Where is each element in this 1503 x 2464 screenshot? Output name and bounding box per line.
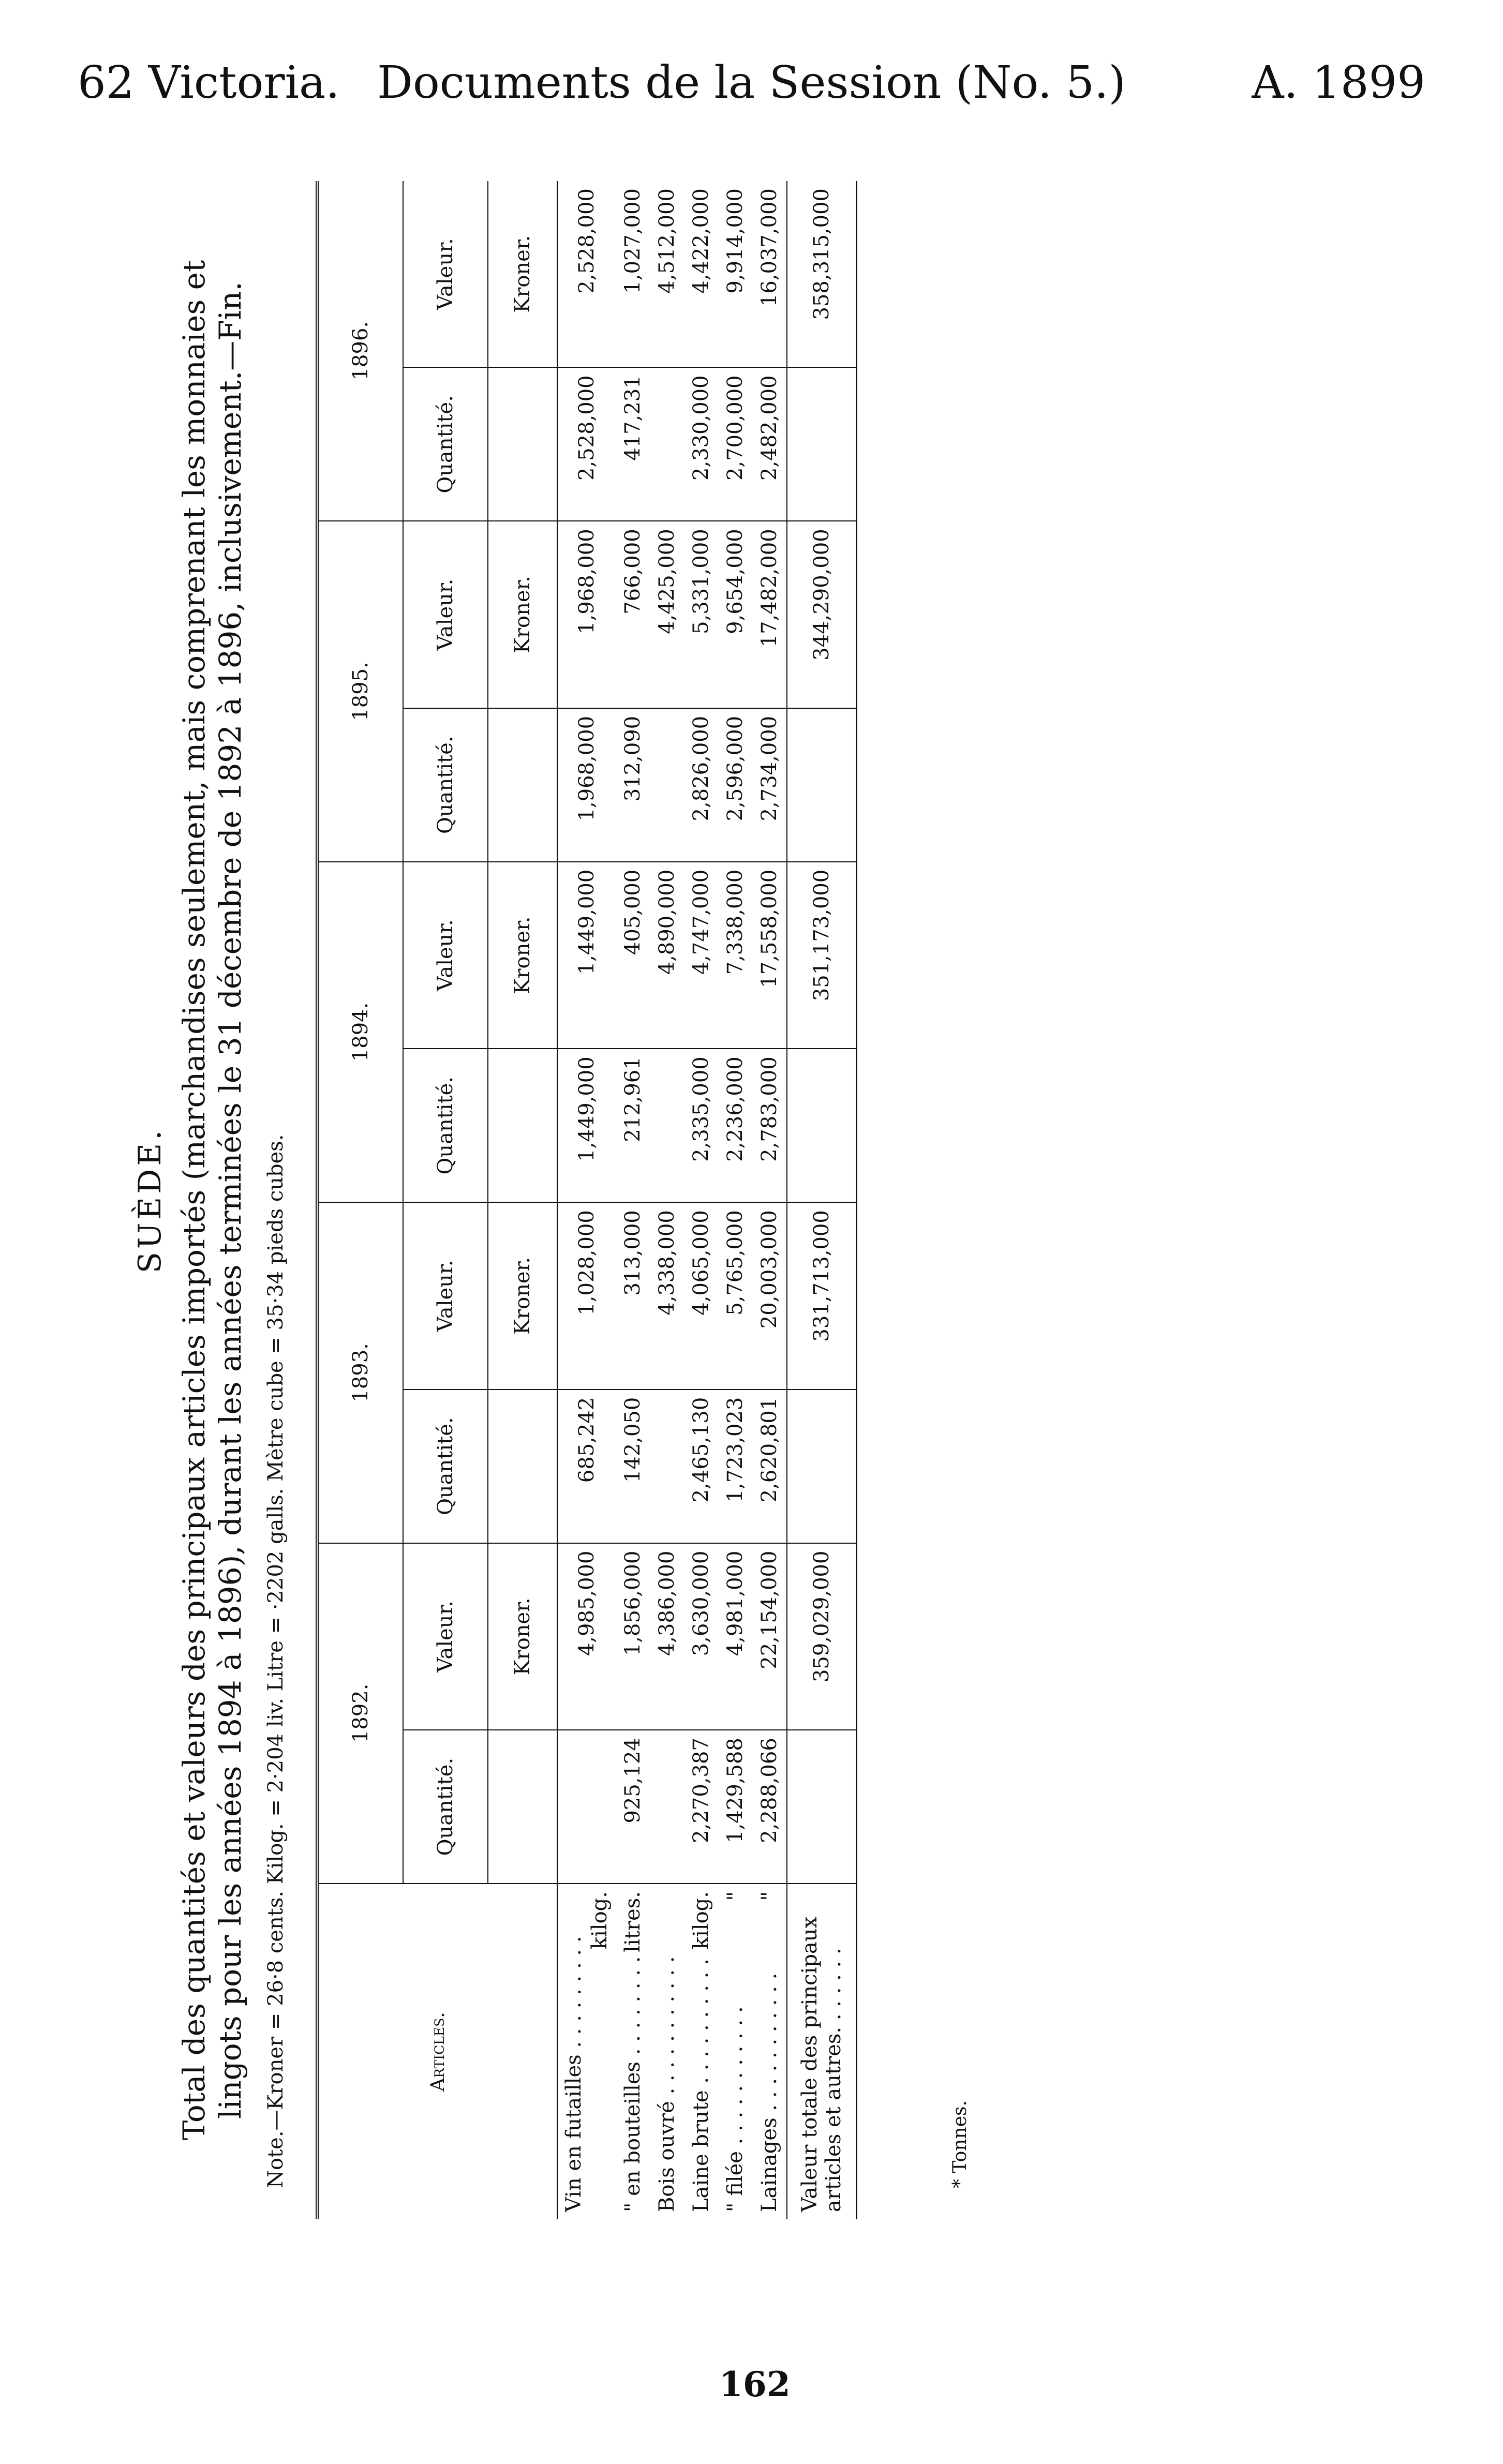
value-cell: 9,654,000 xyxy=(718,521,752,708)
quantity-header: Quantité. xyxy=(403,1390,488,1543)
value-header: Valeur. xyxy=(403,181,488,367)
total-row xyxy=(787,181,857,2219)
total-value: 359,029,000 xyxy=(787,1543,857,1730)
quantity-cell: 2,620,801 xyxy=(752,1390,787,1543)
value-cell: 5,331,000 xyxy=(684,521,718,708)
quantity-cell xyxy=(650,708,684,862)
quantity-header: Quantité. xyxy=(403,708,488,862)
article-unit: " xyxy=(757,1891,781,1901)
header-year: A. 1899 xyxy=(1252,57,1425,109)
quantity-cell: 2,270,387 xyxy=(684,1730,718,1884)
quantity-header: Quantité. xyxy=(403,1730,488,1884)
article-cell xyxy=(650,1884,684,2219)
value-cell: 4,338,000 xyxy=(650,1202,684,1390)
value-header: Valeur. xyxy=(403,1202,488,1390)
value-cell: 1,968,000 xyxy=(557,521,616,708)
rotated-table-block xyxy=(132,181,1001,2219)
quantity-cell: 2,335,000 xyxy=(684,1049,718,1202)
article-cell xyxy=(616,1884,650,2219)
year-header: 1895. xyxy=(317,521,403,861)
value-cell: 5,765,000 xyxy=(718,1202,752,1390)
unit-label: Kroner. xyxy=(488,521,557,708)
quantity-cell: 212,961 xyxy=(616,1049,650,1202)
value-cell: 4,985,000 xyxy=(557,1543,616,1730)
value-cell: 4,422,000 xyxy=(684,181,718,367)
year-header-row xyxy=(317,181,403,2219)
value-cell: 20,003,000 xyxy=(752,1202,787,1390)
total-value: 358,315,000 xyxy=(787,181,857,367)
article-cell xyxy=(557,1884,616,2219)
year-header: 1893. xyxy=(317,1202,403,1543)
conversion-note: Note.—Kroner = 26·8 cents. Kilog. = 2·204 liv. Litre = ·2202 galls. Mètre cube = 35·34 pieds cubes. xyxy=(264,1134,288,2188)
quantity-cell: 142,050 xyxy=(616,1390,650,1543)
article-name: " en bouteilles . . . . . . . . xyxy=(621,1956,645,2212)
quantity-cell: 1,429,588 xyxy=(718,1730,752,1884)
quantity-cell: 2,528,000 xyxy=(557,367,616,521)
value-cell: 22,154,000 xyxy=(752,1543,787,1730)
value-cell: 17,482,000 xyxy=(752,521,787,708)
page-number: 162 xyxy=(719,2364,791,2405)
value-header: Valeur. xyxy=(403,862,488,1049)
table-row xyxy=(616,181,650,2219)
value-cell: 766,000 xyxy=(616,521,650,708)
quantity-cell: 925,124 xyxy=(616,1730,650,1884)
header-title: Documents de la Session (No. 5.) xyxy=(377,57,1126,109)
quantity-header: Quantité. xyxy=(403,367,488,521)
quantity-header: Quantité. xyxy=(403,1049,488,1202)
table-row xyxy=(718,181,752,2219)
value-cell: 1,449,000 xyxy=(557,862,616,1049)
value-cell: 4,425,000 xyxy=(650,521,684,708)
value-cell: 1,856,000 xyxy=(616,1543,650,1730)
quantity-cell: 1,968,000 xyxy=(557,708,616,862)
quantity-cell: 2,700,000 xyxy=(718,367,752,521)
value-cell: 4,386,000 xyxy=(650,1543,684,1730)
quantity-cell xyxy=(650,1390,684,1543)
value-cell: 9,914,000 xyxy=(718,181,752,367)
quantity-cell: 2,826,000 xyxy=(684,708,718,862)
value-cell: 4,512,000 xyxy=(650,181,684,367)
quantity-cell xyxy=(650,367,684,521)
article-cell xyxy=(718,1884,752,2219)
article-cell xyxy=(752,1884,787,2219)
value-cell: 17,558,000 xyxy=(752,862,787,1049)
value-cell: 313,000 xyxy=(616,1202,650,1390)
value-cell: 16,037,000 xyxy=(752,181,787,367)
unit-label: Kroner. xyxy=(488,1202,557,1390)
article-name: Vin en futailles . . . . . . . . . xyxy=(562,1936,586,2212)
quantity-cell xyxy=(650,1049,684,1202)
quantity-cell: 2,236,000 xyxy=(718,1049,752,1202)
articles-header: Articles. xyxy=(317,1884,557,2219)
value-cell: 4,065,000 xyxy=(684,1202,718,1390)
unit-label: Kroner. xyxy=(488,1543,557,1730)
value-cell: 4,981,000 xyxy=(718,1543,752,1730)
value-cell: 1,027,000 xyxy=(616,181,650,367)
value-cell: 3,630,000 xyxy=(684,1543,718,1730)
header-session: 62 Victoria. xyxy=(78,57,340,109)
value-cell: 4,890,000 xyxy=(650,862,684,1049)
quantity-cell: 417,231 xyxy=(616,367,650,521)
quantity-cell: 2,465,130 xyxy=(684,1390,718,1543)
article-unit: kilog. xyxy=(588,1891,612,1950)
quantity-cell: 2,288,066 xyxy=(752,1730,787,1884)
table-row xyxy=(650,181,684,2219)
quantity-cell: 2,596,000 xyxy=(718,708,752,862)
quantity-cell xyxy=(557,1730,616,1884)
article-name: Laine brute . . . . . . . . . . xyxy=(689,1959,713,2212)
country-title: SUÈDE. xyxy=(132,1127,168,1274)
quantity-cell: 1,723,023 xyxy=(718,1390,752,1543)
total-value: 344,290,000 xyxy=(787,521,857,708)
value-header: Valeur. xyxy=(403,1543,488,1730)
article-name: " filée . . . . . . . . . . . xyxy=(723,2006,747,2212)
value-cell: 7,338,000 xyxy=(718,862,752,1049)
article-cell xyxy=(684,1884,718,2219)
quantity-cell: 312,090 xyxy=(616,708,650,862)
article-unit: kilog. xyxy=(689,1891,713,1950)
footnote: * Tonnes. xyxy=(949,2100,971,2188)
table-body xyxy=(557,181,787,2219)
quantity-cell: 1,449,000 xyxy=(557,1049,616,1202)
year-header: 1894. xyxy=(317,862,403,1202)
value-cell: 4,747,000 xyxy=(684,862,718,1049)
total-value: 351,173,000 xyxy=(787,862,857,1049)
article-name: Lainages . . . . . . . . . . . xyxy=(757,1973,781,2212)
quantity-cell: 2,783,000 xyxy=(752,1049,787,1202)
table-row xyxy=(752,181,787,2219)
year-header: 1892. xyxy=(317,1543,403,1884)
import-statistics-table xyxy=(316,181,857,2219)
total-value: 331,713,000 xyxy=(787,1202,857,1390)
value-cell: 405,000 xyxy=(616,862,650,1049)
table-caption: Total des quantités et valeurs des principaux articles importés (marchandises seulement, mais comprenant les monnaies et lingots pour les années 1894 à 1896), durant les années terminées le 31 décembre de 1892 à 1896, inclusivement.—Fin. xyxy=(176,260,248,2141)
value-cell: 1,028,000 xyxy=(557,1202,616,1390)
page-header xyxy=(78,57,1425,119)
article-unit: litres. xyxy=(621,1891,645,1952)
article-unit: " xyxy=(723,1891,747,1901)
value-header: Valeur. xyxy=(403,521,488,708)
quantity-cell: 2,482,000 xyxy=(752,367,787,521)
total-label: Valeur totale des principaux articles et autres. . . . . . . xyxy=(787,1884,857,2219)
unit-label: Kroner. xyxy=(488,862,557,1049)
quantity-cell: 2,330,000 xyxy=(684,367,718,521)
quantity-cell: 2,734,000 xyxy=(752,708,787,862)
value-cell: 2,528,000 xyxy=(557,181,616,367)
table-row xyxy=(684,181,718,2219)
table-row xyxy=(557,181,616,2219)
quantity-cell xyxy=(650,1730,684,1884)
year-header: 1896. xyxy=(317,181,403,521)
article-name: Bois ouvré . . . . . . . . . . . xyxy=(655,1956,679,2212)
unit-label: Kroner. xyxy=(488,181,557,367)
quantity-cell: 685,242 xyxy=(557,1390,616,1543)
